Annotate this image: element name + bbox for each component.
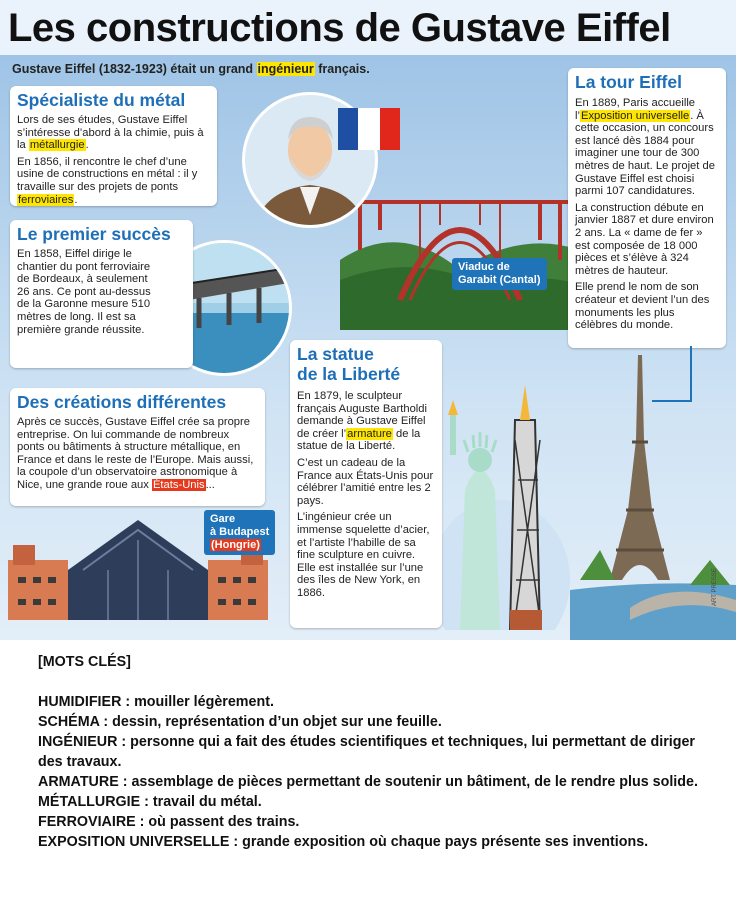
card-succes-title: Le premier succès [17, 224, 171, 244]
image-credit: ART PRESSE [712, 568, 718, 606]
card-creations [10, 388, 265, 506]
card-succes-text: En 1858, Eiffel dirige le chantier du pont ferroviaire de Bordeaux, à seulement 26 ans. Ce pont au-dessus de la Garonne mesure 510 mètres de long. Il est sa première grande réussite. [17, 248, 151, 336]
french-flag-icon [338, 108, 400, 150]
card-statue-p1: En 1879, le sculpteur français Auguste Bartholdi demande à Gustave Eiffel de créer l’armature de la statue de la Liberté. [297, 390, 427, 453]
card-tour-title: La tour Eiffel [575, 72, 682, 92]
card-specialiste-p2: En 1856, il rencontre le chef d’une usine de constructions en métal : il y travaille sur des projets de ponts ferroviaires. [17, 155, 198, 206]
mots-cles-heading: [MOTS CLÉS] [38, 654, 131, 670]
tower-connector-line-h [652, 400, 692, 402]
card-specialiste [10, 86, 217, 206]
card-statue-p3: L’ingénieur crée un immense squelette d’acier, et l’artiste l’habille de sa fine sculpture en cuivre. Elle est installée sur l’une des îles de New York, en 1886. [297, 511, 430, 599]
card-statue-title: La statue de la Liberté [297, 344, 401, 384]
statue-of-liberty-illustration [440, 380, 570, 630]
card-tour-p3: Elle prend le nom de son créateur et devient l’un des monuments les plus célèbres du monde. [575, 281, 710, 332]
card-tour-p2: La construction débute en janvier 1887 et dure environ 2 ans. La « dame de fer » est composée de 18 000 pièces et s’élève à 324 mètres de hauteur. [575, 201, 714, 277]
highlight-ingenieur: ingénieur [257, 62, 314, 76]
viaduc-label: Viaduc de Garabit (Cantal) [452, 258, 547, 290]
mot-cle-item: FERROVIAIRE : où passent des trains. [38, 814, 300, 830]
mot-cle-item: EXPOSITION UNIVERSELLE : grande exposition où chaque pays présente ses inventions. [38, 834, 649, 850]
card-statue-p2: C’est un cadeau de la France aux États-Unis pour célébrer l’amitié entre les 2 pays. [297, 456, 434, 507]
card-tour-p1: En 1889, Paris accueille l’Exposition universelle. À cette occasion, un concours est lancé dès 1884 pour imaginer une tour de 300 mètres de haut. Le projet de Gustave Eiffel est choisi parmi 107 candidatures. [575, 97, 715, 198]
card-creations-text: Après ce succès, Gustave Eiffel crée sa propre entreprise. On lui commande de nombreux ponts ou bâtiments à structure métallique, en France et dans le reste de l’Europe. Mais aussi, la coupole d’un observatoire astronomique à Nice, une grande roue aux États-Unis... [17, 416, 254, 491]
card-creations-title: Des créations différentes [17, 392, 227, 412]
intro-text: Gustave Eiffel (1832-1923) était un grand ingénieur français. [12, 62, 370, 76]
mot-cle-item: HUMIDIFIER : mouiller légèrement. [38, 694, 274, 710]
card-statue [290, 340, 442, 628]
mot-cle-item: INGÉNIEUR : personne qui a fait des études scientifiques et techniques, lui permettant de diriger des travaux. [38, 734, 695, 770]
page-title: Les constructions de Gustave Eiffel [8, 6, 671, 50]
card-succes [10, 220, 193, 368]
tower-connector-line [690, 346, 692, 402]
mot-cle-item: MÉTALLURGIE : travail du métal. [38, 794, 262, 810]
viaduct-illustration [340, 150, 580, 330]
mot-cle-item: SCHÉMA : dessin, représentation d’un objet sur une feuille. [38, 714, 442, 730]
card-tour [568, 68, 726, 348]
mots-cles-section [38, 652, 718, 852]
card-specialiste-p1: Lors de ses études, Gustave Eiffel s’intéresse d’abord à la chimie, puis à la métallurgie. [17, 114, 204, 152]
gare-label: Gare à Budapest (Hongrie) [204, 510, 275, 555]
card-specialiste-title: Spécialiste du métal [17, 90, 186, 110]
mot-cle-item: ARMATURE : assemblage de pièces permettant de soutenir un bâtiment, de le rendre plus solide. [38, 774, 698, 790]
